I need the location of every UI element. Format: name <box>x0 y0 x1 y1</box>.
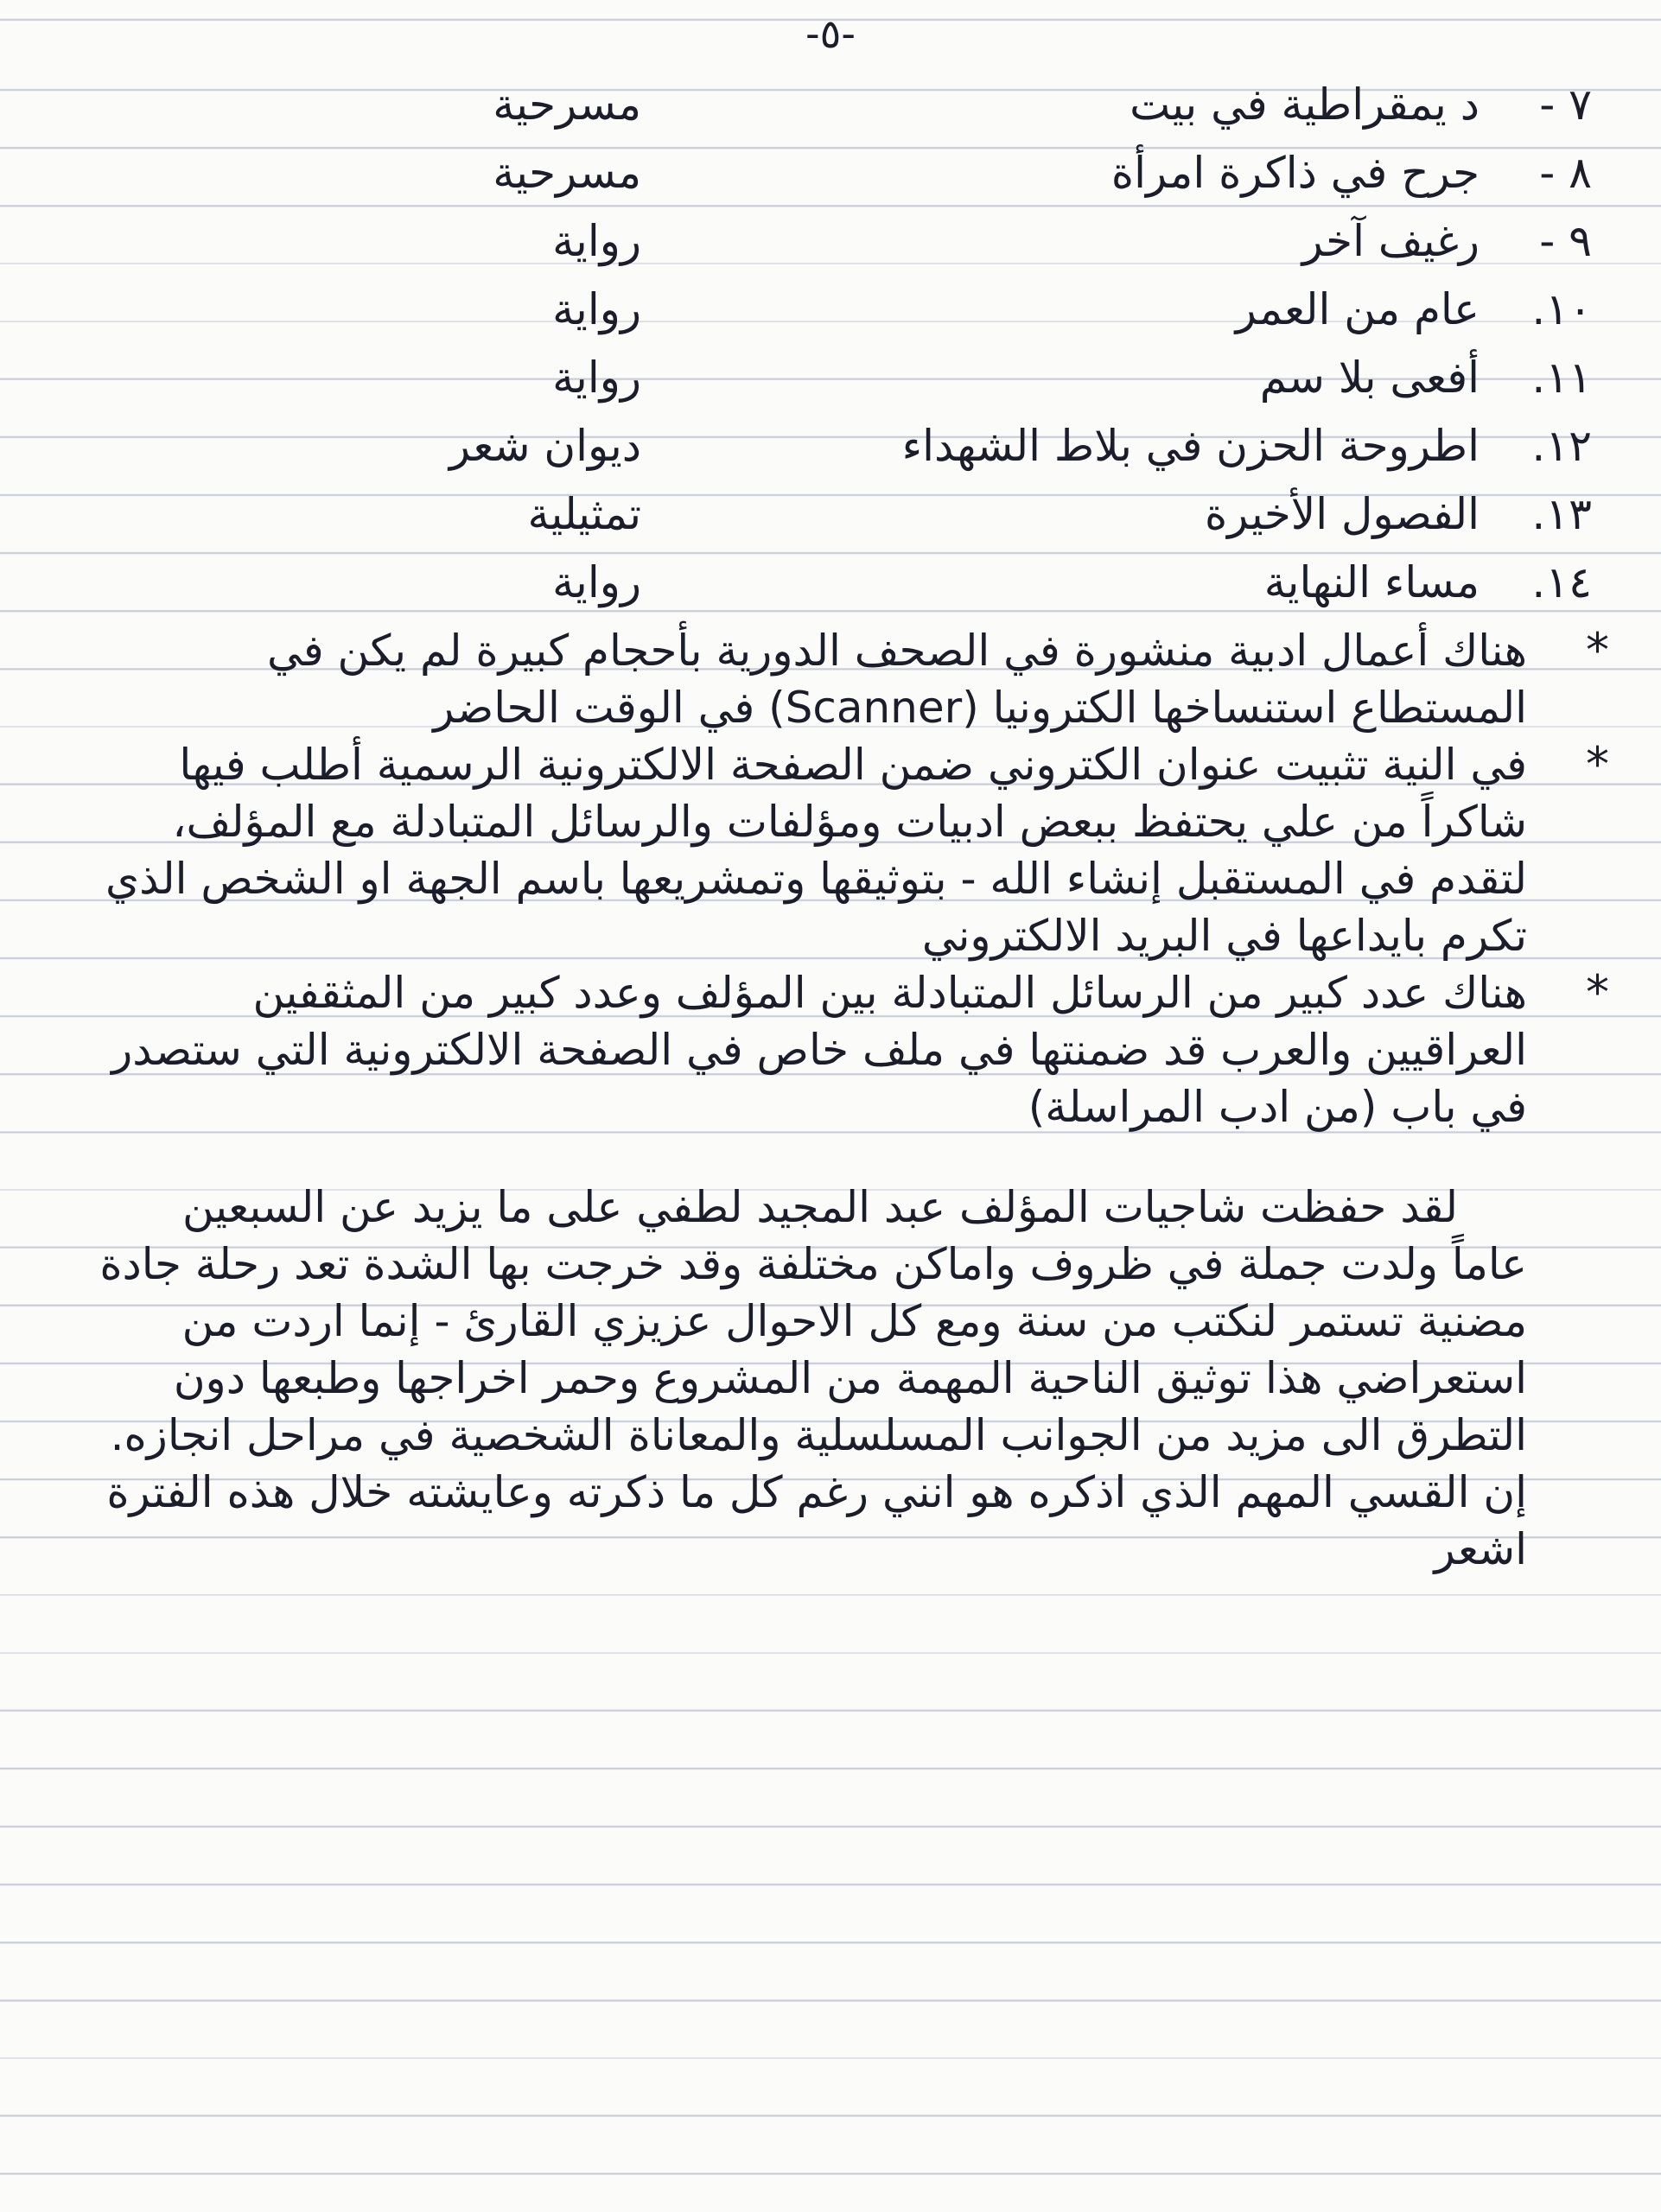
work-number: ١٢. <box>1531 421 1592 471</box>
work-title: رغيف آخر <box>1301 216 1480 266</box>
work-title: مساء النهاية <box>1263 557 1480 607</box>
work-row <box>123 139 1592 207</box>
work-row <box>123 412 1592 480</box>
works-list <box>123 71 1592 617</box>
work-number: ١٤. <box>1531 557 1592 607</box>
work-number: ١٣. <box>1531 489 1592 539</box>
note-text: هناك عدد كبير من الرسائل المتبادلة بين المؤلف وعدد كبير من المثقفين العراقيين والعرب قد ضمنتها في ملف خاص في الصفحة الالكترونية التي ستصدر في باب (من ادب المراسلة) <box>111 968 1527 1132</box>
note-text: في النية تثبيت عنوان الكتروني ضمن الصفحة الالكترونية الرسمية أطلب فيها شاكراً من علي يحتفظ ببعض ادبيات ومؤلفات والرسائل المتبادلة مع المؤلف، لتقدم في المستقبل إنشاء الله - بتوثيقها وتمشريعها باسم الجهة او الشخص الذي تكرم بايداعها في البريد الالكتروني <box>105 740 1527 961</box>
work-number: ٨ - <box>1539 148 1592 198</box>
work-genre: رواية <box>552 353 641 403</box>
notes-section <box>97 622 1609 1621</box>
asterisk-icon: * <box>1586 965 1609 1020</box>
work-row <box>123 207 1592 276</box>
work-genre: مسرحية <box>493 79 641 130</box>
work-number: ١١. <box>1531 353 1592 403</box>
work-genre: مسرحية <box>493 148 641 198</box>
work-number: ٩ - <box>1539 216 1592 266</box>
work-genre: ديوان شعر <box>449 421 641 471</box>
work-row <box>123 71 1592 139</box>
asterisk-icon: * <box>1586 737 1609 791</box>
work-title: جرح في ذاكرة امرأة <box>1111 148 1480 198</box>
work-row <box>123 344 1592 412</box>
work-title: عام من العمر <box>1235 284 1480 334</box>
work-genre: رواية <box>552 216 641 266</box>
work-title: أفعى بلا سم <box>1259 353 1480 403</box>
work-number: ٧ - <box>1539 79 1592 130</box>
work-title: د يمقراطية في بيت <box>1130 79 1480 130</box>
work-genre: رواية <box>552 557 641 607</box>
work-genre: تمثيلية <box>527 489 641 539</box>
note-email-archive <box>97 736 1609 964</box>
work-number: ١٠. <box>1531 284 1592 334</box>
work-row <box>123 276 1592 344</box>
note-text: هناك أعمال ادبية منشورة في الصحف الدورية بأحجام كبيرة لم يكن في المستطاع استنساخها الكترونيا (Scanner) في الوقت الحاضر <box>267 626 1527 733</box>
work-row <box>123 549 1592 617</box>
work-title: اطروحة الحزن في بلاط الشهداء <box>901 421 1480 471</box>
page-number: -٥- <box>805 10 856 57</box>
asterisk-icon: * <box>1586 623 1609 677</box>
work-genre: رواية <box>552 284 641 334</box>
note-correspondence <box>97 964 1609 1135</box>
work-row <box>123 480 1592 549</box>
work-title: الفصول الأخيرة <box>1204 489 1480 539</box>
note-scanner <box>97 622 1609 736</box>
closing-paragraph: لقد حفظت شاجيات المؤلف عبد المجيد لطفي على ما يزيد عن السبعين عاماً ولدت جملة في ظروف واماكن مختلفة وقد خرجت بها الشدة تعد رحلة جادة مضنية تستمر لنكتب من سنة ومع كل الاحوال عزيزي القارئ - إنما اردت من استعراضي هذا توثيق الناحية المهمة من المشروع وحمر اخراجها وطبعها دون التطرق الى مزيد من الجوانب المسلسلية والمعاناة الشخصية في مراحل انجازه. إن القسي المهم الذي اذكره هو انني رغم كل ما ذكرته وعايشته خلال هذه الفترة اشعر <box>99 1182 1527 1574</box>
